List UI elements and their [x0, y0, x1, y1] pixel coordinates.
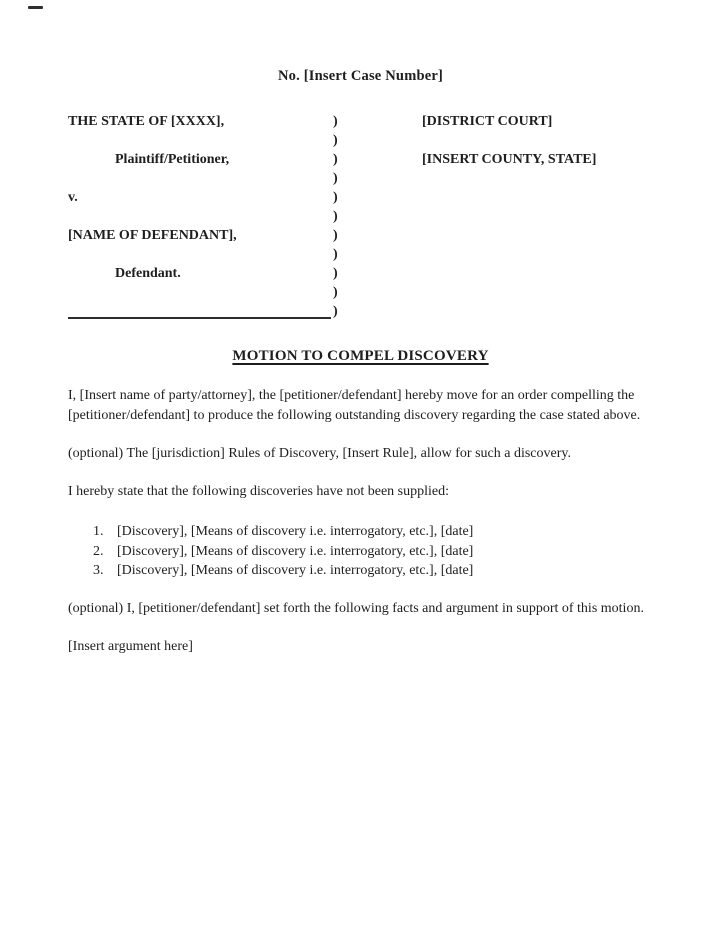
caption-left-text	[68, 283, 333, 302]
caption-paren: )	[333, 209, 338, 224]
document-title: MOTION TO COMPEL DISCOVERY	[232, 348, 489, 364]
caption-right-text: [DISTRICT COURT]	[422, 114, 553, 129]
caption-paren: )	[333, 171, 338, 186]
caption-right-text	[422, 188, 653, 207]
caption-row	[68, 283, 653, 302]
case-number-heading: No. [Insert Case Number]	[277, 68, 444, 84]
paragraph-rules: (optional) The [jurisdiction] Rules of Discovery, [Insert Rule], allow for such a discovery.	[68, 446, 571, 461]
caption-left-text	[68, 169, 333, 188]
caption-right-text	[422, 169, 653, 188]
caption-row	[68, 188, 653, 207]
caption-left-text: Plaintiff/Petitioner,	[115, 152, 230, 167]
caption-left-text	[68, 131, 333, 150]
caption-left-text: THE STATE OF [XXXX],	[68, 114, 225, 129]
caption-right-text: [INSERT COUNTY, STATE]	[422, 152, 597, 167]
caption-left-text: [NAME OF DEFENDANT],	[68, 228, 237, 243]
caption-paren: )	[333, 266, 338, 281]
signature-underline	[68, 302, 331, 319]
caption-row	[68, 150, 653, 169]
paragraph-argument: [Insert argument here]	[68, 638, 193, 654]
caption-paren: )	[333, 228, 338, 243]
caption-paren: )	[333, 133, 338, 148]
caption-paren: )	[333, 285, 338, 300]
list-item	[93, 542, 653, 562]
caption-row	[68, 264, 653, 283]
caption-right-text	[422, 207, 653, 226]
caption-paren: )	[333, 114, 338, 129]
paragraph-statement: I hereby state that the following discoveries have not been supplied:	[68, 484, 450, 499]
caption-row	[68, 112, 653, 131]
caption-right-text	[422, 245, 653, 264]
scan-artifact-mark	[28, 6, 43, 9]
list-item-number: 3.	[93, 563, 104, 578]
list-item	[93, 522, 653, 542]
list-item	[93, 561, 653, 581]
caption-row	[68, 226, 653, 245]
paragraph-facts: (optional) I, [petitioner/defendant] set forth the following facts and argument in support of this motion.	[68, 600, 644, 616]
caption-right-text	[422, 226, 653, 245]
caption-right-text	[422, 283, 653, 302]
list-item-number: 1.	[93, 524, 104, 539]
caption-paren: )	[333, 152, 338, 167]
caption-left-text	[68, 302, 333, 321]
caption-row	[68, 302, 653, 321]
caption-paren: )	[333, 304, 338, 319]
caption-left-text: v.	[68, 190, 78, 205]
caption-row	[68, 169, 653, 188]
caption-row	[68, 245, 653, 264]
discovery-list	[93, 522, 653, 581]
case-caption	[68, 112, 653, 321]
caption-paren: )	[333, 190, 338, 205]
list-item-text: [Discovery], [Means of discovery i.e. interrogatory, etc.], [date]	[117, 524, 474, 539]
caption-row	[68, 131, 653, 150]
paragraph-intro: I, [Insert name of party/attorney], the [petitioner/defendant] hereby move for an order compelling the [petitioner/defendant] to produce the following outstanding discovery regarding the case stated above.	[68, 388, 641, 423]
caption-left-text	[68, 245, 333, 264]
caption-paren: )	[333, 247, 338, 262]
list-item-text: [Discovery], [Means of discovery i.e. interrogatory, etc.], [date]	[117, 563, 474, 578]
caption-right-text	[422, 131, 653, 150]
caption-left-text: Defendant.	[115, 266, 181, 281]
list-item-text: [Discovery], [Means of discovery i.e. interrogatory, etc.], [date]	[117, 543, 474, 559]
caption-row	[68, 207, 653, 226]
list-item-number: 2.	[93, 543, 104, 559]
caption-right-text	[422, 302, 653, 321]
caption-left-text	[68, 207, 333, 226]
caption-right-text	[422, 264, 653, 283]
